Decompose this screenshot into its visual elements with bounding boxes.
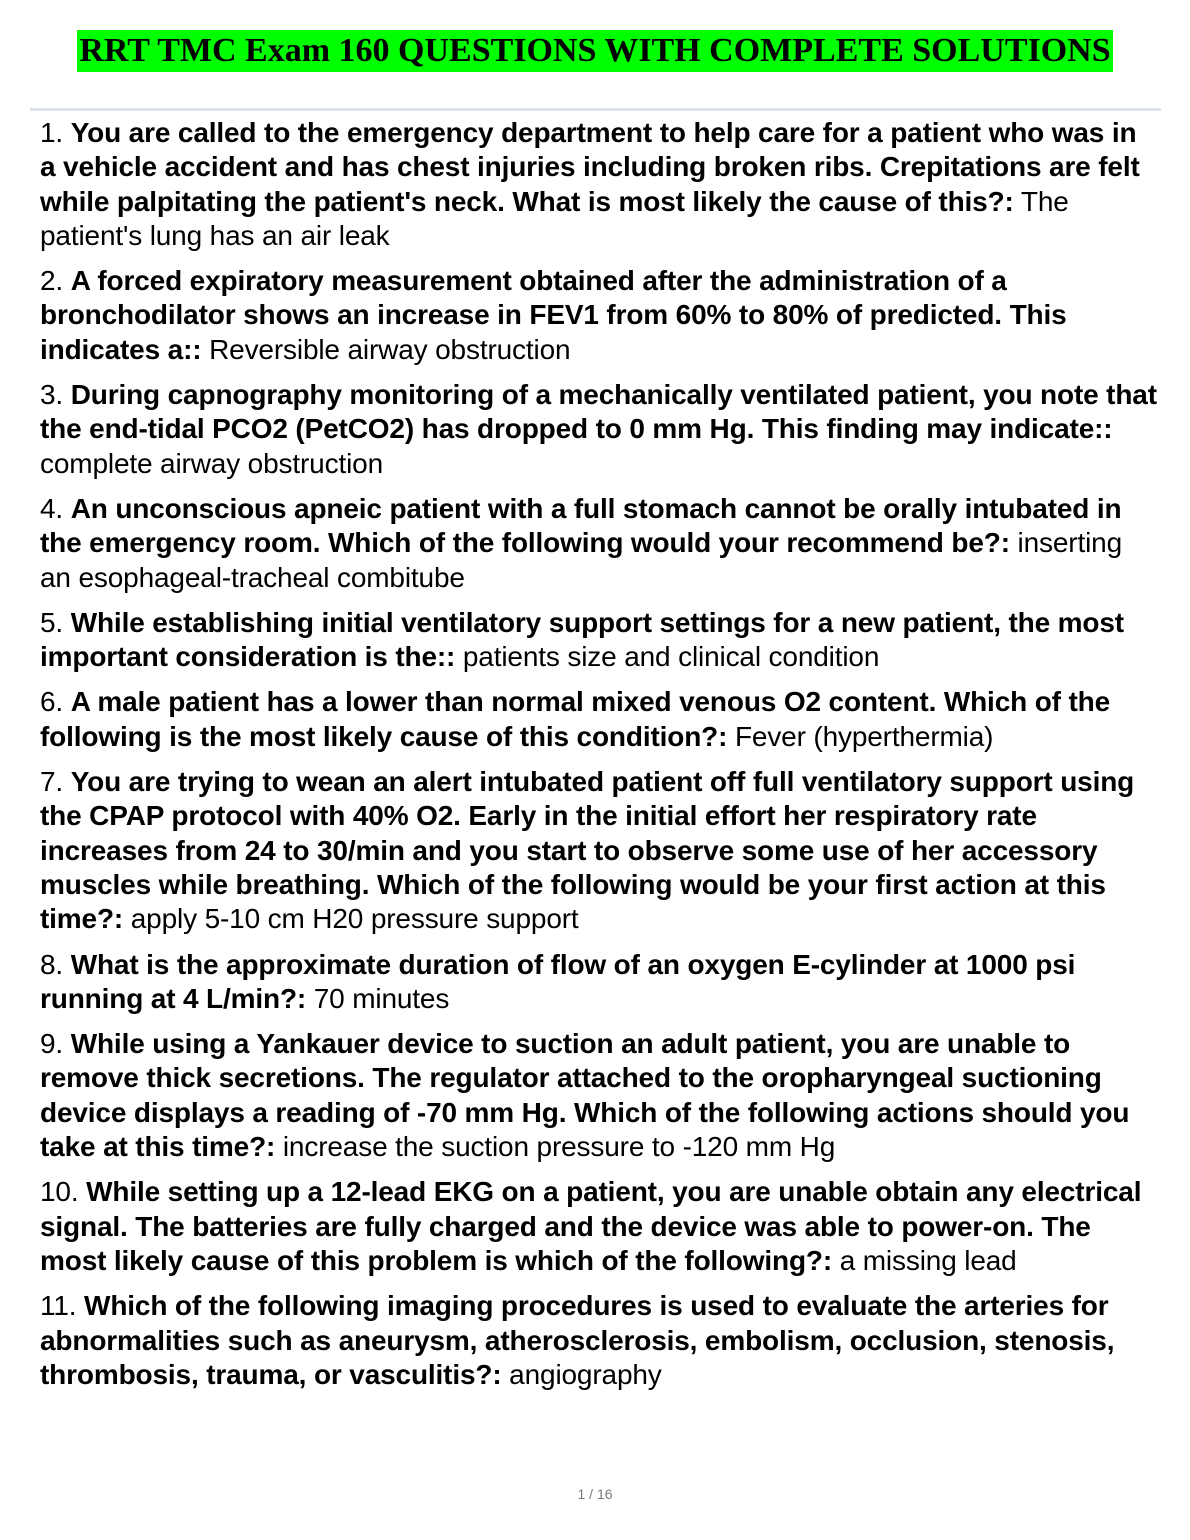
question-item	[40, 1175, 1158, 1278]
question-item	[40, 492, 1158, 595]
answer-text: 70 minutes	[313, 982, 450, 1014]
question-number: 4.	[40, 492, 64, 524]
question-number: 3.	[40, 379, 64, 411]
question-text: While using a Yankauer device to suction an adult patient, you are unable to remove thick secretions. The regulator attached to the oropharyngeal suctioning device displays a reading of -70 mm Hg. Which of the following actions should you take at this time?:	[40, 1028, 1130, 1163]
question-text: An unconscious apneic patient with a full stomach cannot be orally intubated in the emergency room. Which of the following would your recommend be?:	[40, 492, 1122, 559]
question-item	[40, 116, 1158, 253]
question-text: You are called to the emergency department to help care for a patient who was in a vehicle accident and has chest injuries including broken ribs. Crepitations are felt while palpitating the patient's neck. What is most likely the cause of this?:	[40, 117, 1140, 217]
document-title: RRT TMC Exam 160 QUESTIONS WITH COMPLETE SOLUTIONS	[77, 30, 1112, 72]
answer-text: complete airway obstruction	[40, 447, 383, 479]
answer-text: angiography	[509, 1358, 662, 1390]
question-item	[40, 685, 1158, 754]
question-number: 5.	[40, 606, 64, 638]
question-text: Which of the following imaging procedures is used to evaluate the arteries for abnormalities such as aneurysm, atherosclerosis, embolism, occlusion, stenosis, thrombosis, trauma, or vasculitis?:	[40, 1290, 1115, 1390]
question-text: You are trying to wean an alert intubated patient off full ventilatory support using the CPAP protocol with 40% O2. Early in the initial effort her respiratory rate increases from 24 to 30/min and you start to observe some use of her accessory muscles while breathing. Which of the following would be your first action at this time?:	[40, 766, 1135, 935]
question-item	[40, 1289, 1158, 1392]
header-divider	[30, 108, 1161, 111]
question-item	[40, 264, 1158, 367]
question-text: While setting up a 12-lead EKG on a patient, you are unable obtain any electrical signal. The batteries are fully charged and the device was able to power-on. The most likely cause of this problem is which of the following?:	[40, 1176, 1142, 1276]
answer-text: apply 5-10 cm H20 pressure support	[130, 903, 579, 935]
answer-text: increase the suction pressure to -120 mm Hg	[282, 1131, 836, 1163]
answer-text: a missing lead	[839, 1244, 1017, 1276]
question-text: What is the approximate duration of flow of an oxygen E-cylinder at 1000 psi running at 4 L/min?:	[40, 948, 1076, 1014]
question-number: 7.	[40, 766, 64, 798]
answer-text: The patient's lung has an air leak	[40, 185, 1069, 251]
question-item	[40, 765, 1158, 936]
page-indicator: 1 / 16	[577, 1486, 613, 1502]
question-number: 11.	[40, 1290, 77, 1322]
question-number: 6.	[40, 686, 64, 718]
answer-text: Fever (hyperthermia)	[734, 720, 994, 752]
question-text: A forced expiratory measurement obtained after the administration of a bronchodilator shows an increase in FEV1 from 60% to 80% of predicted. This indicates a::	[40, 265, 1067, 365]
question-text: A male patient has a lower than normal mixed venous O2 content. Which of the following is the most likely cause of this condition?:	[40, 686, 1111, 752]
answer-text: inserting an esophageal-tracheal combitube	[40, 527, 1122, 593]
question-text: During capnography monitoring of a mechanically ventilated patient, you note that the end-tidal PCO2 (PetCO2) has dropped to 0 mm Hg. This finding may indicate::	[40, 379, 1157, 445]
question-item	[40, 1027, 1158, 1164]
question-number: 8.	[40, 948, 64, 980]
answer-text: patients size and clinical condition	[462, 641, 880, 673]
question-number: 1.	[40, 117, 64, 148]
question-text: While establishing initial ventilatory support settings for a new patient, the most important consideration is the::	[40, 606, 1124, 673]
answer-text: Reversible airway obstruction	[209, 333, 571, 365]
question-number: 2.	[40, 265, 64, 297]
title-banner	[0, 30, 1190, 72]
question-number: 9.	[40, 1028, 64, 1060]
question-item	[40, 948, 1158, 1017]
question-item	[40, 378, 1158, 481]
question-list	[40, 116, 1158, 1403]
question-number: 10.	[40, 1176, 79, 1208]
question-item	[40, 606, 1158, 675]
